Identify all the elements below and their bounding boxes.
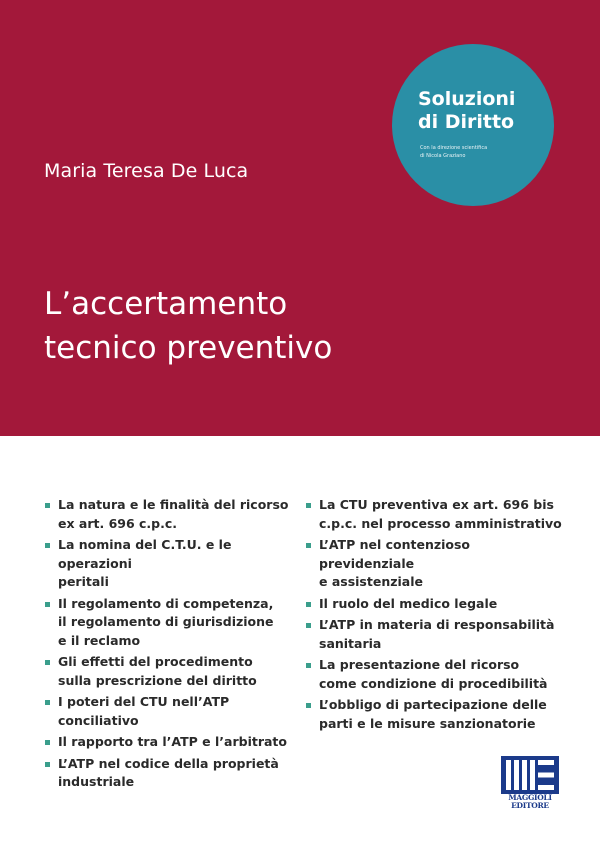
topic-line: Il ruolo del medico legale (319, 595, 498, 611)
topic-line: e assistenziale (319, 574, 423, 589)
topic-line: La CTU preventiva ex art. 696 bis (319, 497, 554, 512)
book-title-line: L’accertamento (44, 286, 288, 322)
topic-item (44, 595, 300, 651)
topic-line: sanitaria (319, 635, 382, 651)
topic-item (44, 536, 300, 592)
bullet-square-icon (306, 503, 311, 508)
topics-list-right (305, 496, 567, 736)
topic-line: parti e le misure sanzionatorie (319, 715, 536, 731)
book-title-line: tecnico preventivo (44, 330, 333, 366)
topic-line: c.p.c. nel processo amministrativo (319, 515, 562, 531)
topic-line: L’ATP nel codice della proprietà (58, 755, 279, 771)
topic-line: L’ATP nel contenzioso previdenziale (319, 537, 471, 571)
topic-item (44, 693, 300, 730)
topic-text (58, 693, 300, 730)
topic-item (44, 755, 300, 792)
topic-text (319, 595, 567, 614)
topic-item (305, 595, 567, 614)
topic-text (58, 496, 300, 533)
series-direction-line: di Nicola Graziano (420, 153, 466, 159)
topic-line: e il reclamo (58, 632, 141, 648)
topic-item (44, 496, 300, 533)
topic-line: Il regolamento di competenza, (58, 595, 274, 611)
series-direction-line: Con la direzione scientifica (420, 145, 488, 151)
topic-item (305, 536, 567, 592)
topic-text (319, 496, 567, 533)
topic-line: conciliativo (58, 712, 139, 728)
publisher-name-line: MAGGIOLI (508, 793, 552, 802)
topic-line: L’ATP in materia di responsabilità (319, 617, 555, 632)
topic-line: il regolamento di giurisdizione (58, 614, 274, 629)
topic-item (305, 616, 567, 653)
bullet-square-icon (306, 602, 311, 607)
topic-text (319, 536, 567, 592)
bullet-square-icon (306, 543, 311, 548)
publisher-name-line: EDITORE (511, 800, 549, 810)
topic-line: ex art. 696 c.p.c. (58, 515, 178, 531)
series-direction (420, 144, 487, 160)
topic-text (319, 616, 567, 653)
topic-line: I poteri del CTU nell’ATP (58, 694, 230, 709)
topic-text (58, 536, 300, 592)
topic-item (44, 653, 300, 690)
publisher-logo (501, 756, 559, 808)
topic-item (305, 656, 567, 693)
topic-text (58, 733, 300, 752)
topic-line: industriale (58, 774, 135, 789)
bullet-square-icon (45, 602, 50, 607)
publisher-name (501, 794, 559, 809)
topic-line: sulla prescrizione del diritto (58, 672, 257, 688)
series-name (418, 88, 515, 134)
series-name-line: Soluzioni (418, 88, 516, 110)
topic-text (58, 653, 300, 690)
topic-line: La nomina del C.T.U. e le operazioni (58, 537, 232, 571)
bullet-square-icon (45, 762, 50, 767)
topic-line: peritali (58, 574, 109, 589)
author-name: Maria Teresa De Luca (44, 160, 249, 182)
topic-line: come condizione di procedibilità (319, 675, 548, 691)
topic-line: Gli effetti del procedimento (58, 654, 253, 669)
book-title (44, 282, 332, 370)
bullet-square-icon (306, 663, 311, 668)
topic-text (319, 696, 567, 733)
bullet-square-icon (45, 700, 50, 705)
bullet-square-icon (45, 660, 50, 665)
bullet-square-icon (306, 623, 311, 628)
topic-text (58, 755, 300, 792)
topic-item (44, 733, 300, 752)
topic-text (319, 656, 567, 693)
series-name-line: di Diritto (418, 111, 515, 133)
bullet-square-icon (45, 740, 50, 745)
series-badge (392, 44, 554, 206)
topic-item (305, 496, 567, 533)
topic-line: La natura e le finalità del ricorso (58, 497, 289, 512)
topic-item (305, 696, 567, 733)
topic-line: Il rapporto tra l’ATP e l’arbitrato (58, 734, 287, 749)
bullet-square-icon (306, 703, 311, 708)
topic-line: La presentazione del ricorso (319, 657, 520, 672)
bullet-square-icon (45, 503, 50, 508)
maggioli-logo-icon (501, 756, 559, 794)
topic-line: L’obbligo di partecipazione delle (319, 697, 547, 712)
topic-text (58, 595, 300, 651)
bullet-square-icon (45, 543, 50, 548)
topics-list-left (44, 496, 300, 795)
